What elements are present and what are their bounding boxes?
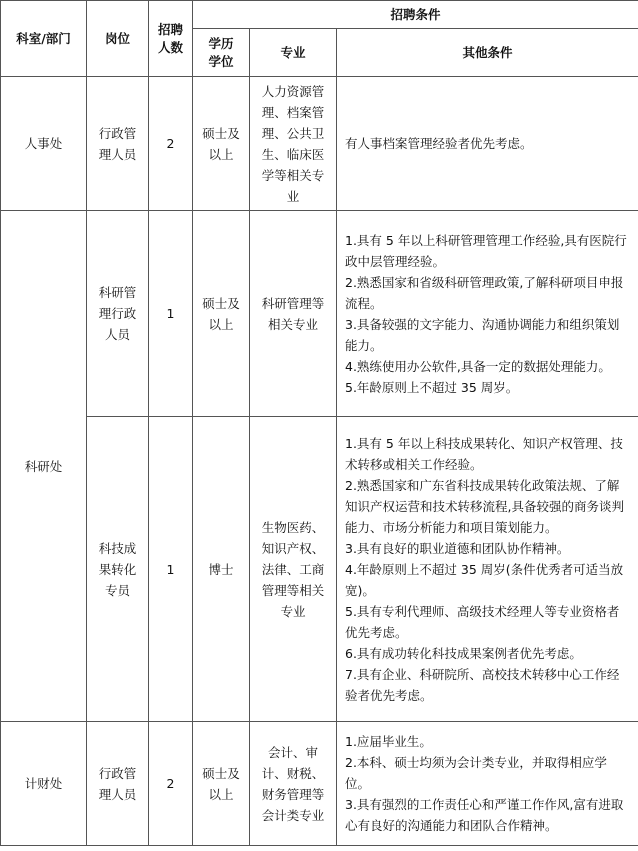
condition-line: 2.本科、硕士均须为会计类专业，并取得相应学位。 <box>345 755 607 791</box>
condition-line: 6.具有成功转化科技成果案例者优先考虑。 <box>345 645 582 661</box>
position-cell: 行政管理人员 <box>87 77 149 211</box>
major-cell: 科研管理等相关专业 <box>250 211 337 417</box>
education-cell: 博士 <box>193 417 250 722</box>
count-cell: 2 <box>149 77 193 211</box>
condition-line: 4.熟练使用办公软件,具备一定的数据处理能力。 <box>345 358 611 374</box>
department-cell: 人事处 <box>1 77 87 211</box>
table-row <box>1 417 638 722</box>
header-position: 岗位 <box>87 1 149 77</box>
table-row <box>1 77 638 211</box>
header-department: 科室/部门 <box>1 1 87 77</box>
major-cell: 生物医药、知识产权、法律、工商管理等相关专业 <box>250 417 337 722</box>
condition-line: 5.年龄原则上不超过 35 周岁。 <box>345 379 519 395</box>
count-cell: 1 <box>149 211 193 417</box>
header-education: 学历 学位 <box>193 29 250 77</box>
education-cell: 硕士及以上 <box>193 211 250 417</box>
other-conditions-cell <box>337 211 638 417</box>
position-cell: 科研管理行政人员 <box>87 211 149 417</box>
condition-line: 1.应届毕业生。 <box>345 734 432 749</box>
other-conditions-cell <box>337 417 638 722</box>
table-row <box>1 722 638 846</box>
condition-line: 4.年龄原则上不超过 35 周岁(条件优秀者可适当放宽)。 <box>345 561 624 598</box>
other-conditions-cell <box>337 77 638 211</box>
condition-line: 1.具有 5 年以上科技成果转化、知识产权管理、技术转移或相关工作经验。 <box>345 435 623 472</box>
condition-line: 5.具有专利代理师、高级技术经理人等专业资格者优先考虑。 <box>345 603 620 640</box>
count-cell: 1 <box>149 417 193 722</box>
education-cell: 硕士及以上 <box>193 722 250 846</box>
department-cell: 科研处 <box>1 211 87 722</box>
table-row <box>1 211 638 417</box>
major-cell: 会计、审计、财税、财务管理等会计类专业 <box>250 722 337 846</box>
header-major: 专业 <box>250 29 337 77</box>
condition-line: 3.具备较强的文字能力、沟通协调能力和组织策划能力。 <box>345 316 620 353</box>
condition-line: 1.具有 5 年以上科研管理管理工作经验,具有医院行政中层管理经验。 <box>345 232 627 269</box>
condition-line: 7.具有企业、科研院所、高校技术转移中心工作经验者优先考虑。 <box>345 666 620 703</box>
header-other: 其他条件 <box>337 29 638 77</box>
condition-line: 2.熟悉国家和广东省科技成果转化政策法规、了解知识产权运营和技术转移流程,具备较强的商务谈判能力、市场分析能力和项目策划能力。 <box>345 477 624 535</box>
condition-line: 3.具有强烈的工作责任心和严谨工作作风,富有进取心有良好的沟通能力和团队合作精神。 <box>345 797 624 833</box>
header-count: 招聘 人数 <box>149 1 193 77</box>
condition-line: 3.具有良好的职业道德和团队协作精神。 <box>345 540 570 556</box>
position-cell: 行政管理人员 <box>87 722 149 846</box>
header-conditions: 招聘条件 <box>193 1 638 29</box>
major-cell: 人力资源管理、档案管理、公共卫生、临床医学等相关专业 <box>250 77 337 211</box>
department-cell: 计财处 <box>1 722 87 846</box>
other-conditions-cell <box>337 722 638 846</box>
condition-line: 2.熟悉国家和省级科研管理政策,了解科研项目申报流程。 <box>345 274 624 311</box>
condition-line: 有人事档案管理经验者优先考虑。 <box>345 136 533 151</box>
count-cell: 2 <box>149 722 193 846</box>
position-cell: 科技成果转化专员 <box>87 417 149 722</box>
education-cell: 硕士及以上 <box>193 77 250 211</box>
